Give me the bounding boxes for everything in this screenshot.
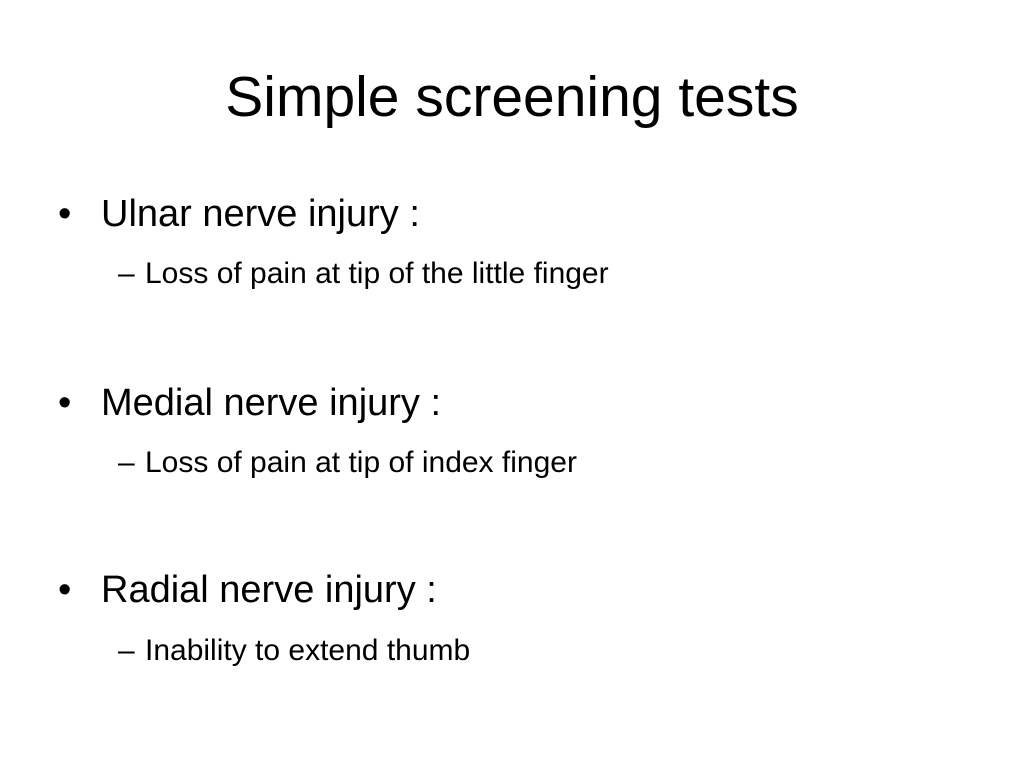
sub-bullet-marker: – [118, 446, 135, 479]
sub-bullet-medial [118, 445, 577, 481]
sub-bullet-ulnar [118, 256, 609, 292]
sub-bullet-text: Inability to extend thumb [145, 634, 471, 667]
bullet-marker: • [58, 382, 72, 424]
bullet-label: Radial nerve injury : [101, 569, 437, 611]
bullet-medial [58, 380, 441, 426]
sub-bullet-marker: – [118, 257, 135, 290]
bullet-marker: • [58, 569, 72, 611]
bullet-marker: • [58, 193, 72, 235]
bullet-ulnar [58, 191, 420, 237]
bullet-label: Medial nerve injury : [101, 382, 442, 424]
sub-bullet-marker: – [118, 634, 135, 667]
bullet-radial [58, 567, 437, 613]
sub-bullet-radial [118, 633, 470, 669]
bullet-label: Ulnar nerve injury : [101, 193, 420, 235]
sub-bullet-text: Loss of pain at tip of index finger [145, 446, 577, 479]
slide-title: Simple screening tests [225, 65, 799, 129]
sub-bullet-text: Loss of pain at tip of the little finger [145, 257, 609, 290]
